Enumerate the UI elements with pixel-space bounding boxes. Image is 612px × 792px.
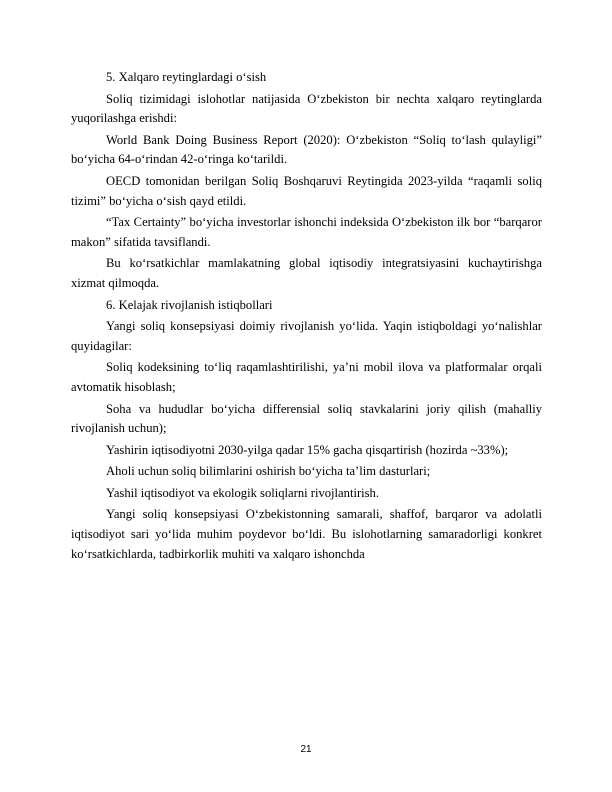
paragraph: Yangi soliq konsepsiyasi O‘zbekistonning samarali, shaffof, barqaror va adolatli iqtisodiyot sari yo‘lida muhim poydevor bo‘ldi. Bu islohotlarning samaradorligi konkret ko‘rsatkichlarda, tadbirkorlik muhiti va xalqaro ishonchda (71, 507, 542, 561)
paragraph: OECD tomonidan berilgan Soliq Boshqaruvi Reytingida 2023-yilda “raqamli soliq tizimi” bo‘yicha o‘sish qayd etildi. (71, 173, 542, 208)
paragraph: Bu ko‘rsatkichlar mamlakatning global iqtisodiy integratsiyasini kuchaytirishga xizmat qilmoqda. (71, 256, 542, 290)
list-item: Yashil iqtisodiyot va ekologik soliqlarni rivojlantirish. (106, 485, 379, 500)
document-body (71, 68, 542, 566)
paragraph: “Tax Certainty” bo‘yicha investorlar ishonchi indeksida O‘zbekiston ilk bor “barqaror makon” sifatida tavsiflandi. (71, 215, 542, 249)
section-heading-international-ratings: 5. Xalqaro reytinglardagi o‘sish (106, 70, 267, 84)
list-item: Soha va hududlar bo‘yicha differensial soliq stavkalarini joriy qilish (mahalliy rivojlanish uchun); (71, 401, 542, 436)
list-item: Aholi uchun soliq bilimlarini oshirish bo‘yicha ta’lim dasturlari; (106, 464, 431, 479)
paragraph: World Bank Doing Business Report (2020): O‘zbekiston “Soliq to‘lash qulayligi” bo‘yicha 64-o‘rindan 42-o‘ringa ko‘tarildi. (71, 132, 542, 167)
page-number: 21 (300, 744, 312, 755)
paragraph: Soliq tizimidagi islohotlar natijasida O‘zbekiston bir nechta xalqaro reytinglarda yuqorilashga erishdi: (71, 91, 542, 126)
list-item: Yashirin iqtisodiyotni 2030-yilga qadar 15% gacha qisqartirish (hozirda ~33%); (106, 442, 509, 457)
section-heading-future-prospects: 6. Kelajak rivojlanish istiqbollari (106, 297, 273, 312)
list-item: Soliq kodeksining to‘liq raqamlashtirilishi, ya’ni mobil ilova va platformalar orqali avtomatik hisoblash; (71, 360, 542, 394)
paragraph: Yangi soliq konsepsiyasi doimiy rivojlanish yo‘lida. Yaqin istiqboldagi yo‘nalishlar quyidagilar: (71, 319, 542, 353)
